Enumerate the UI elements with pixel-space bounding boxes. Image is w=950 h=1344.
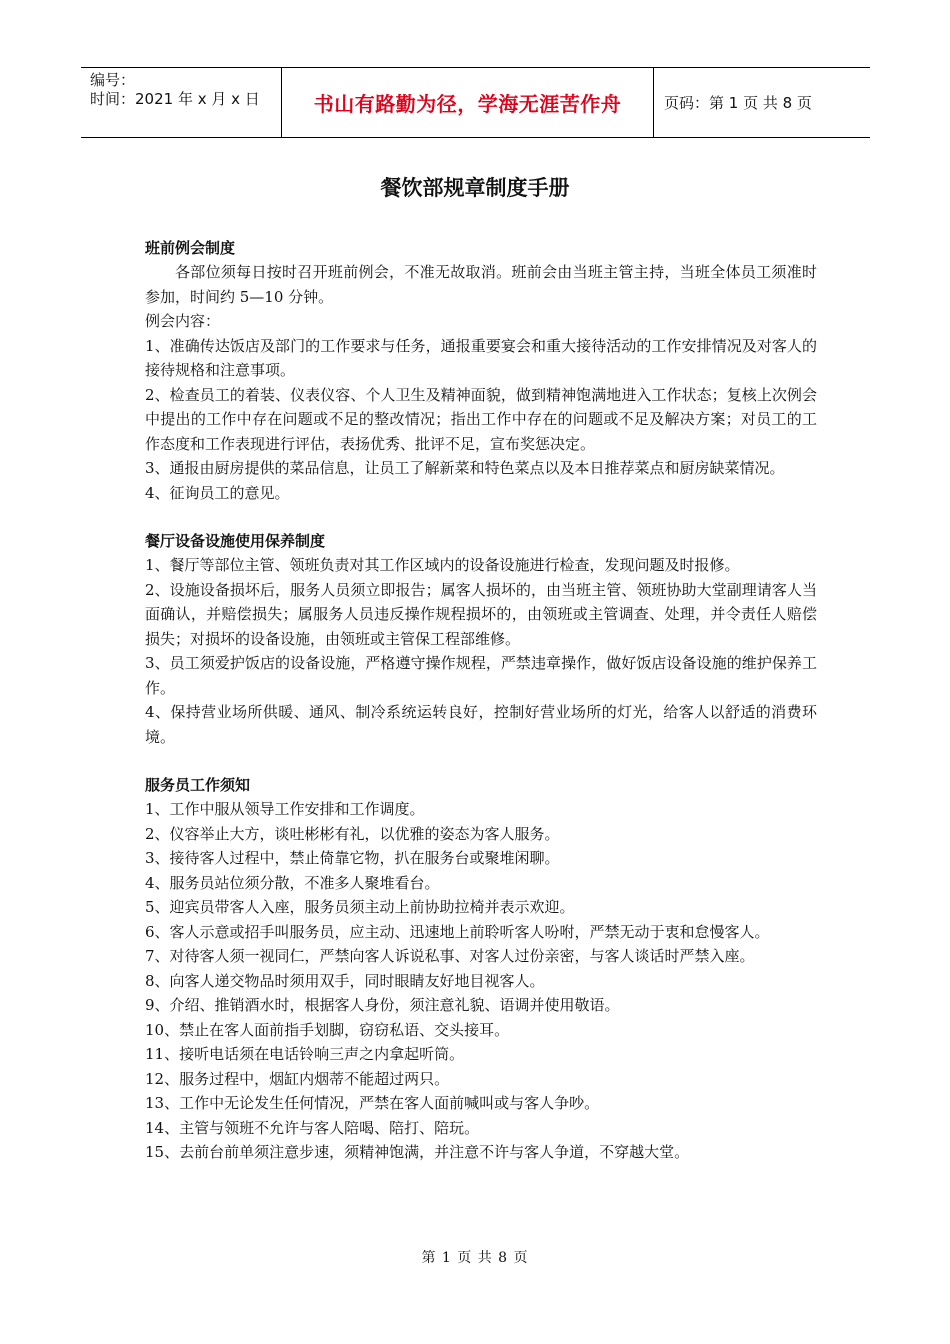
- paragraph: 10、禁止在客人面前指手划脚，窃窃私语、交头接耳。: [145, 1020, 510, 1039]
- paragraph: 14、主管与领班不允许与客人陪喝、陪打、陪玩。: [145, 1118, 480, 1137]
- paragraph: 8、向客人递交物品时须用双手，同时眼睛友好地目视客人。: [145, 971, 545, 990]
- document-body: [145, 236, 817, 1165]
- paragraph: 1、准确传达饭店及部门的工作要求与任务，通报重要宴会和重大接待活动的工作安排情况及对客人的接待规格和注意事项。: [145, 336, 817, 379]
- paragraph: 3、通报由厨房提供的菜品信息，让员工了解新菜和特色菜点以及本日推荐菜点和厨房缺菜情况。: [145, 459, 785, 477]
- header-left-cell: [81, 68, 282, 137]
- number-label: 编号：: [90, 71, 136, 89]
- paragraph: 1、餐厅等部位主管、领班负责对其工作区域内的设备设施进行检查，发现问题及时报修。: [145, 556, 740, 574]
- paragraph: 3、员工须爱护饭店的设备设施，严格遵守操作规程，严禁违章操作，做好饭店设备设施的维护保养工作。: [145, 654, 817, 697]
- header-page-info: 页码：第 1 页 共 8 页: [664, 94, 812, 112]
- time-label: 时间：2021 年 x 月 x 日: [90, 90, 260, 108]
- paragraph: 4、服务员站位须分散，不准多人聚堆看台。: [145, 873, 440, 892]
- paragraph: 4、征询员工的意见。: [145, 483, 290, 502]
- header-motto: 书山有路勤为径，学海无涯苦作舟: [282, 68, 654, 137]
- paragraph: 15、去前台前单须注意步速，须精神饱满，并注意不许与客人争道，不穿越大堂。: [145, 1143, 690, 1161]
- paragraph: 2、设施设备损坏后，服务人员须立即报告；属客人损坏的，由当班主管、领班协助大堂副理请客人当面确认，并赔偿损失；属服务人员违反操作规程损坏的，由领班或主管调查、处理，并令责任人赔偿损失；对损坏的设备设施，由领班或主管保工程部维修。: [145, 580, 817, 648]
- paragraph: 3、接待客人过程中，禁止倚靠它物，扒在服务台或聚堆闲聊。: [145, 849, 560, 867]
- paragraph: 12、服务过程中，烟缸内烟蒂不能超过两只。: [145, 1069, 450, 1088]
- section-heading: 班前例会制度: [145, 239, 236, 257]
- page-footer: 第 1 页 共 8 页: [421, 1250, 529, 1266]
- section-heading: 服务员工作须知: [145, 776, 251, 794]
- paragraph: 1、工作中服从领导工作安排和工作调度。: [145, 800, 425, 818]
- paragraph: 2、仪容举止大方，谈吐彬彬有礼，以优雅的姿态为客人服务。: [145, 824, 560, 843]
- paragraph: 11、接听电话须在电话铃响三声之内拿起听筒。: [145, 1045, 465, 1063]
- section-heading: 餐厅设备设施使用保养制度: [145, 532, 326, 550]
- paragraph: 9、介绍、推销酒水时，根据客人身份，须注意礼貌、语调并使用敬语。: [145, 996, 620, 1014]
- paragraph: 4、保持营业场所供暖、通风、制冷系统运转良好，控制好营业场所的灯光，给客人以舒适的消费环境。: [145, 703, 817, 746]
- paragraph: 13、工作中无论发生任何情况，严禁在客人面前喊叫或与客人争吵。: [145, 1094, 600, 1112]
- section-gap: [145, 749, 817, 773]
- paragraph: 7、对待客人须一视同仁，严禁向客人诉说私事、对客人过份亲密，与客人谈话时严禁入座。: [145, 947, 755, 965]
- section-gap: [145, 505, 817, 529]
- paragraph: 各部位须每日按时召开班前例会，不准无故取消。班前会由当班主管主持，当班全体员工须准时参加，时间约 5—10 分钟。: [145, 263, 817, 306]
- document-title: 餐饮部规章制度手册: [380, 176, 570, 200]
- paragraph: 6、客人示意或招手叫服务员，应主动、迅速地上前聆听客人吩咐，严禁无动于衷和怠慢客人。: [145, 922, 770, 941]
- paragraph: 2、检查员工的着装、仪表仪容、个人卫生及精神面貌，做到精神饱满地进入工作状态；复核上次例会中提出的工作中存在问题或不足的整改情况；指出工作中存在的问题或不足及解决方案；对员工的工作态度和工作表现进行评估，表扬优秀、批评不足，宣布奖惩决定。: [145, 385, 817, 453]
- paragraph: 例会内容：: [145, 312, 221, 330]
- paragraph: 5、迎宾员带客人入座，服务员须主动上前协助拉椅并表示欢迎。: [145, 898, 575, 916]
- header-table: [81, 67, 870, 138]
